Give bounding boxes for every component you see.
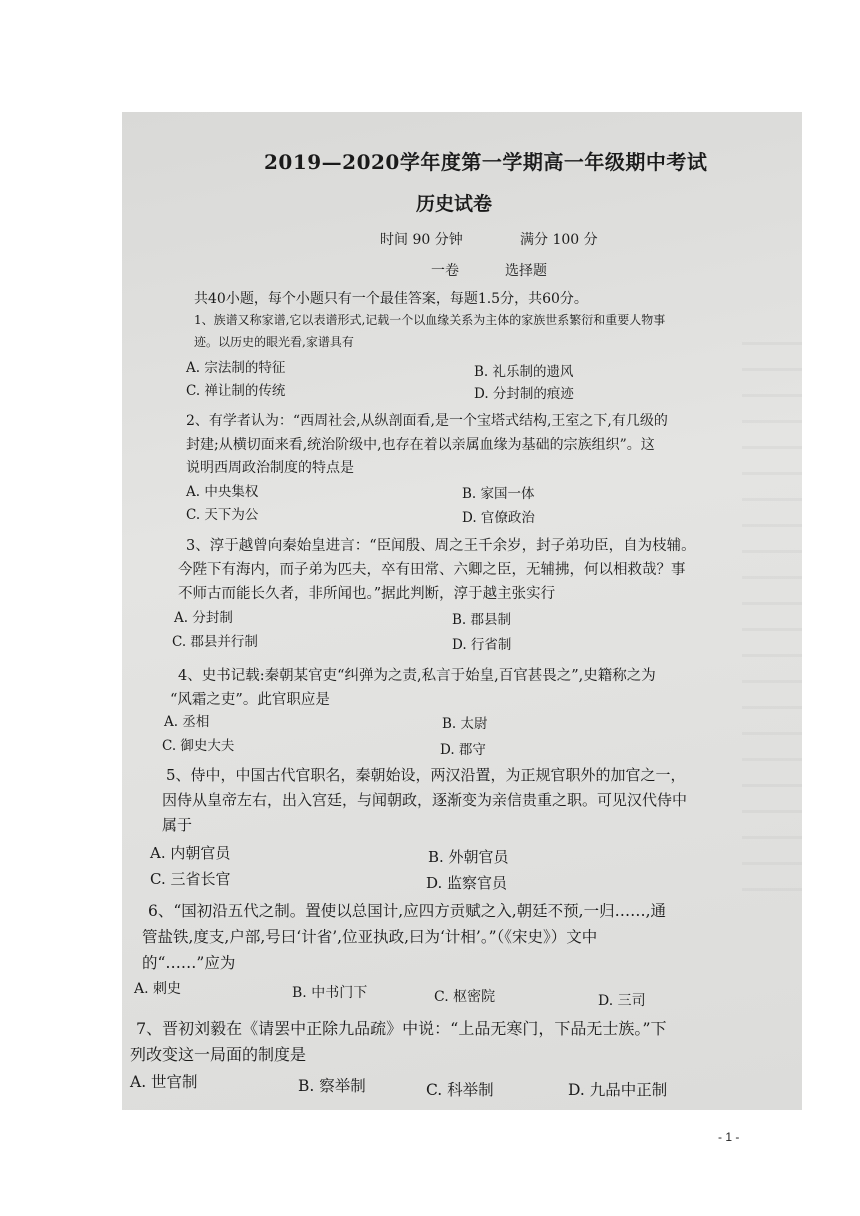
question-6-line-1: 6、“国初沿五代之制。置使以总国计,应四方贡赋之入,朝廷不预,一归……,通 bbox=[148, 902, 666, 920]
exam-time: 时间 90 分钟 bbox=[380, 232, 463, 248]
question-4-option-c: C. 御史大夫 bbox=[162, 738, 235, 754]
scanned-exam-photo bbox=[122, 112, 802, 1110]
question-1-option-d: D. 分封制的痕迹 bbox=[474, 386, 574, 402]
question-7-line-2: 列改变这一局面的制度是 bbox=[130, 1045, 307, 1064]
question-2-option-c: C. 天下为公 bbox=[186, 507, 259, 523]
question-7-option-b: B. 察举制 bbox=[298, 1077, 366, 1095]
question-4-option-b: B. 太尉 bbox=[442, 716, 488, 732]
question-6-option-a: A. 刺史 bbox=[134, 981, 182, 997]
question-3-option-b: B. 郡县制 bbox=[452, 612, 512, 628]
question-2-line-2: 封建;从横切面来看,统治阶级中,也存在着以亲属血缘为基础的宗族组织”。这 bbox=[186, 437, 655, 453]
question-2-option-b: B. 家国一体 bbox=[462, 486, 535, 502]
question-6-line-2: 管盐铁,度支,户部,号曰‘计省’,位亚执政,曰为‘计相’。”（《宋史》）文中 bbox=[142, 928, 598, 946]
question-1-option-c: C. 禅让制的传统 bbox=[186, 383, 286, 399]
question-7-option-a: A. 世官制 bbox=[130, 1073, 198, 1091]
question-3-line-2: 今陛下有海内，而子弟为匹夫，卒有田常、六卿之臣，无辅拂，何以相救哉？事 bbox=[178, 562, 686, 578]
exam-title: 2019—2020学年度第一学期高一年级期中考试 bbox=[264, 150, 708, 174]
question-7-line-1: 7、晋初刘毅在《请罢中正除九品疏》中说：“上品无寒门，下品无士族。”下 bbox=[136, 1019, 667, 1038]
question-5-option-d: D. 监察官员 bbox=[426, 874, 508, 892]
question-5-line-1: 5、侍中，中国古代官职名，秦朝始设，两汉沿置，为正规官职外的加官之一， bbox=[166, 766, 686, 784]
question-5-line-2: 因侍从皇帝左右，出入宫廷，与闻朝政，逐渐变为亲信贵重之职。可见汉代侍中 bbox=[162, 791, 688, 809]
question-2-line-3: 说明西周政治制度的特点是 bbox=[186, 460, 354, 476]
question-4-line-1: 4、史书记载:秦朝某官吏“纠弹为之责,私言于始皇,百官甚畏之”,史籍称之为 bbox=[178, 668, 656, 684]
page-number: - 1 - bbox=[718, 1130, 740, 1144]
question-1-option-a: A. 宗法制的特征 bbox=[186, 360, 286, 376]
question-7-option-d: D. 九品中正制 bbox=[568, 1081, 668, 1099]
question-1-line-1: 1、族谱又称家谱,它以表谱形式,记载一个以血缘关系为主体的家族世系繁衍和重要人物事 bbox=[194, 313, 666, 327]
question-1-option-b: B. 礼乐制的遗风 bbox=[474, 364, 574, 380]
question-3-line-3: 不师古而能长久者，非所闻也。”据此判断，淳于越主张实行 bbox=[178, 586, 556, 602]
instructions: 共40小题，每个小题只有一个最佳答案，每题1.5分，共60分。 bbox=[194, 291, 588, 307]
question-6-option-d: D. 三司 bbox=[598, 993, 646, 1009]
question-3-option-a: A. 分封制 bbox=[174, 610, 233, 626]
question-3-option-d: D. 行省制 bbox=[452, 637, 512, 653]
question-4-line-2: “风霜之吏”。此官职应是 bbox=[170, 692, 330, 708]
question-4-option-d: D. 郡守 bbox=[440, 742, 486, 758]
exam-subtitle: 历史试卷 bbox=[416, 193, 493, 215]
bleed-through-texture bbox=[742, 342, 802, 902]
question-6-option-b: B. 中书门下 bbox=[292, 985, 368, 1001]
question-5-option-a: A. 内朝官员 bbox=[150, 844, 231, 862]
question-1-line-2: 迹。以历史的眼光看,家谱具有 bbox=[194, 335, 354, 349]
question-3-line-1: 3、淳于越曾向秦始皇进言：“臣闻殷、周之王千余岁，封子弟功臣，自为枝辅。 bbox=[186, 538, 696, 554]
question-5-option-b: B. 外朝官员 bbox=[428, 848, 509, 866]
question-3-option-c: C. 郡县并行制 bbox=[172, 634, 258, 650]
question-4-option-a: A. 丞相 bbox=[164, 714, 210, 730]
question-5-option-c: C. 三省长官 bbox=[150, 870, 231, 888]
question-6-line-3: 的“……”应为 bbox=[142, 954, 236, 972]
section-type: 选择题 bbox=[505, 263, 547, 279]
question-2-line-1: 2、有学者认为：“西周社会,从纵剖面看,是一个宝塔式结构,王室之下,有几级的 bbox=[186, 413, 668, 429]
question-2-option-a: A. 中央集权 bbox=[186, 484, 259, 500]
question-7-option-c: C. 科举制 bbox=[426, 1081, 494, 1099]
exam-full-score: 满分 100 分 bbox=[520, 232, 598, 248]
section-label: 一卷 bbox=[431, 263, 459, 279]
question-5-line-3: 属于 bbox=[162, 816, 193, 834]
question-2-option-d: D. 官僚政治 bbox=[462, 510, 535, 526]
question-6-option-c: C. 枢密院 bbox=[434, 989, 496, 1005]
